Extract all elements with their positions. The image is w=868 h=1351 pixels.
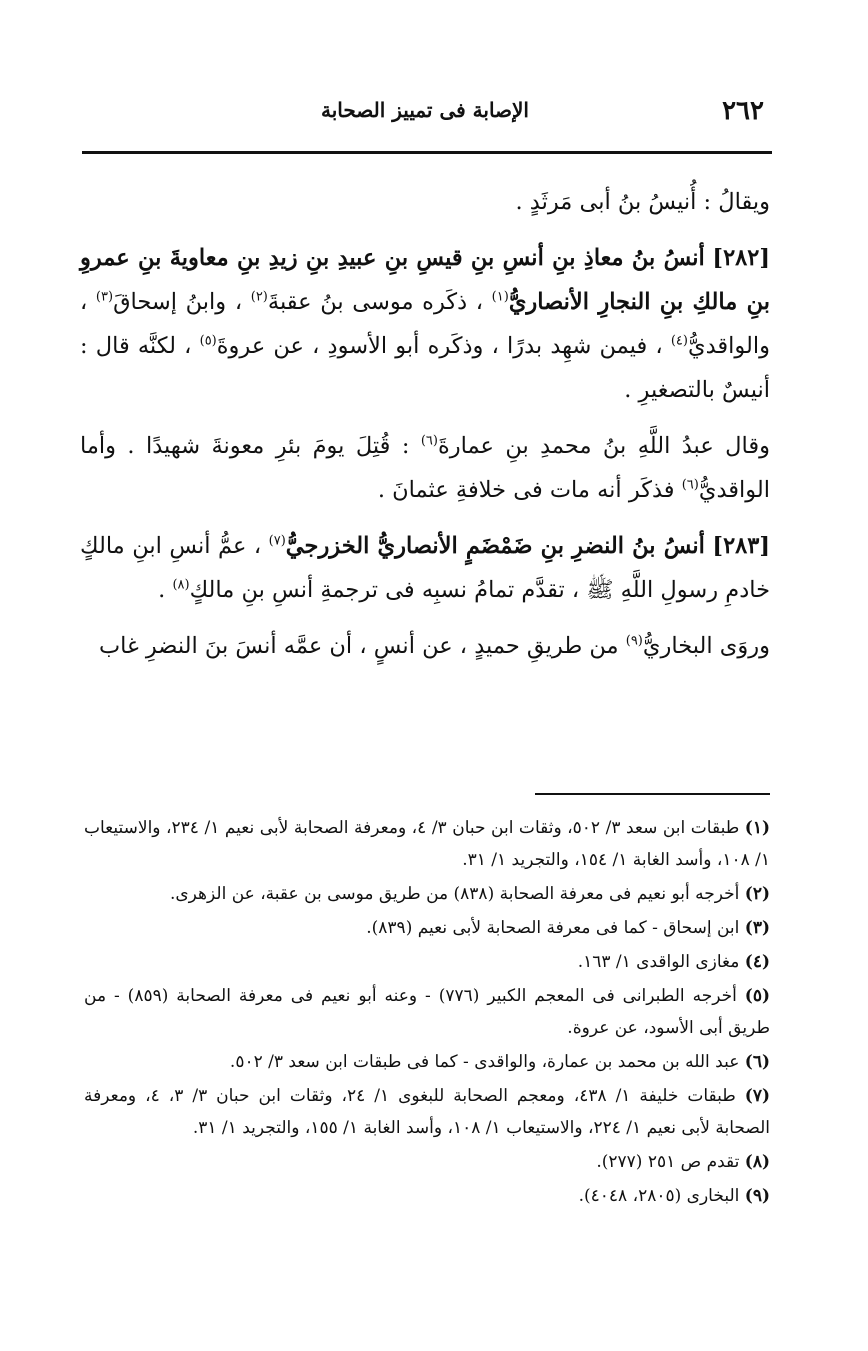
footnote-label: (٣) — [744, 918, 770, 938]
footnote-label: (٢) — [744, 884, 770, 904]
paragraph-bukhari — [80, 624, 770, 668]
main-text — [80, 180, 770, 668]
footnote-1 — [84, 812, 770, 876]
footnote-text: عبد الله بن محمد بن عمارة، والواقدى - كما فى طبقات ابن سعد ٣/ ٥٠٢. — [229, 1052, 740, 1072]
footnote-text: طبقات خليفة ١/ ٤٣٨، ومعجم الصحابة للبغوى ١/ ٢٤، وثقات ابن حبان ٣/ ٣، ٤، ومعرفة الصحابة لأبى نعيم ١/ ٢٢٤، والاستيعاب ١/ ١٠٨، وأسد الغابة ١/ ١٥٥، والتجريد ١/ ٣١. — [84, 1086, 770, 1138]
footnote-label: (٧) — [744, 1086, 771, 1106]
footnote-text: أخرجه أبو نعيم فى معرفة الصحابة (٨٣٨) من طريق موسى بن عقبة، عن الزهرى. — [169, 884, 740, 904]
footnote-label: (٦) — [744, 1052, 770, 1072]
entry-text: . — [158, 577, 173, 603]
footnote-ref: (٦) — [420, 433, 438, 449]
footnote-2 — [84, 878, 770, 910]
paragraph-text: وروَى البخاريُّ — [642, 633, 770, 659]
footnote-7 — [84, 1080, 770, 1144]
footnote-label: (٤) — [744, 952, 770, 972]
footnote-label: (١) — [744, 818, 770, 838]
footnote-3 — [84, 912, 770, 944]
footnotes — [84, 812, 770, 1212]
footnote-4 — [84, 946, 770, 978]
footnote-ref: (٥) — [199, 333, 217, 349]
header-rule — [82, 151, 772, 154]
paragraph-text: من طريقِ حميدٍ ، عن أنسٍ ، أن عمَّه أنسَ بنَ النضرِ غاب — [98, 633, 626, 659]
footnote-text: تقدم ص ٢٥١ (٢٧٧). — [596, 1152, 740, 1172]
paragraph-text: وقال عبدُ اللَّهِ بنُ محمدِ بنِ عمارةَ — [437, 433, 770, 459]
paragraph-death — [80, 424, 770, 512]
entry-text: ، عمُّ أنسِ ابنِ مالكٍ خادمِ رسولِ اللَّهِ ﷺ ، تقدَّم تمامُ نسبِه فى ترجمةِ أنسِ بنِ مالكٍ — [80, 533, 770, 603]
entry-number: [٢٨٢] — [712, 245, 770, 271]
footnote-ref: (٢) — [250, 289, 268, 305]
entry-text: ، لكنَّه قال : أنيسٌ بالتصغيرِ . — [80, 333, 770, 403]
running-head — [80, 96, 770, 136]
footnote-ref: (٤) — [670, 333, 688, 349]
footnote-ref: (٦) — [681, 477, 699, 493]
footnote-text: ابن إسحاق - كما فى معرفة الصحابة لأبى نعيم (٨٣٩). — [366, 918, 740, 938]
footnote-label: (٨) — [744, 1152, 770, 1172]
footnote-ref: (١) — [491, 289, 509, 305]
footnote-label: (٥) — [744, 986, 771, 1006]
footnote-separator — [535, 793, 770, 795]
footnote-text: طبقات ابن سعد ٣/ ٥٠٢، وثقات ابن حبان ٣/ ٤، ومعرفة الصحابة لأبى نعيم ١/ ٢٣٤، والاستيعاب ١/ ١٠٨، وأسد الغابة ١/ ١٥٤، والتجريد ١/ ٣١. — [84, 818, 770, 870]
footnote-text: مغازى الواقدى ١/ ١٦٣. — [577, 952, 740, 972]
paragraph-intro: ويقالُ : أُنيسُ بنُ أبى مَرثَدٍ . — [515, 189, 770, 215]
footnote-6 — [84, 1046, 770, 1078]
entry-name: أنسُ بنُ النضرِ بنِ ضَمْضَمٍ الأنصاريُّ الخزرجيُّ — [285, 533, 705, 559]
paragraph-text: : قُتِلَ يومَ بئرِ معونةَ شهيدًا . وأما الواقديُّ — [80, 433, 770, 503]
paragraph-text: فذكَر أنه مات فى خلافةِ عثمانَ . — [377, 477, 682, 503]
footnote-9 — [84, 1180, 770, 1212]
entry-name: أنسُ بنُ معاذِ بنِ أنسِ بنِ قيسِ بنِ عبيدِ بنِ زيدِ بنِ معاويةَ بنِ عمروِ بنِ مالكِ بنِ النجارِ الأنصاريُّ — [80, 245, 770, 315]
entry-text: ، والواقديُّ — [80, 289, 770, 359]
entry-text: ، وابنُ إسحاقَ — [113, 289, 251, 315]
footnote-ref: (٧) — [268, 533, 286, 549]
footnote-ref: (٣) — [95, 289, 114, 305]
footnote-ref: (٨) — [172, 577, 190, 593]
entry-text: ، فيمن شهِد بدرًا ، وذكَره أبو الأسودِ ، عن عروةَ — [216, 333, 671, 359]
entry-283 — [80, 524, 770, 612]
footnote-8 — [84, 1146, 770, 1178]
footnote-ref: (٩) — [625, 633, 643, 649]
footnote-text: أخرجه الطبرانى فى المعجم الكبير (٧٧٦) - وعنه أبو نعيم فى معرفة الصحابة (٨٥٩) - من طريق أبى الأسود، عن عروة. — [84, 986, 770, 1038]
page-number: ٢٦٢ — [722, 96, 764, 126]
entry-number: [٢٨٣] — [712, 533, 770, 559]
footnote-text: البخارى (٢٨٠٥، ٤٠٤٨). — [578, 1186, 740, 1206]
entry-text: ، ذكَره موسى بنُ عقبةَ — [267, 289, 492, 315]
entry-282 — [80, 236, 770, 412]
footnote-label: (٩) — [744, 1186, 770, 1206]
book-title: الإصابة فى تمييز الصحابة — [321, 98, 529, 122]
footnote-5 — [84, 980, 770, 1044]
